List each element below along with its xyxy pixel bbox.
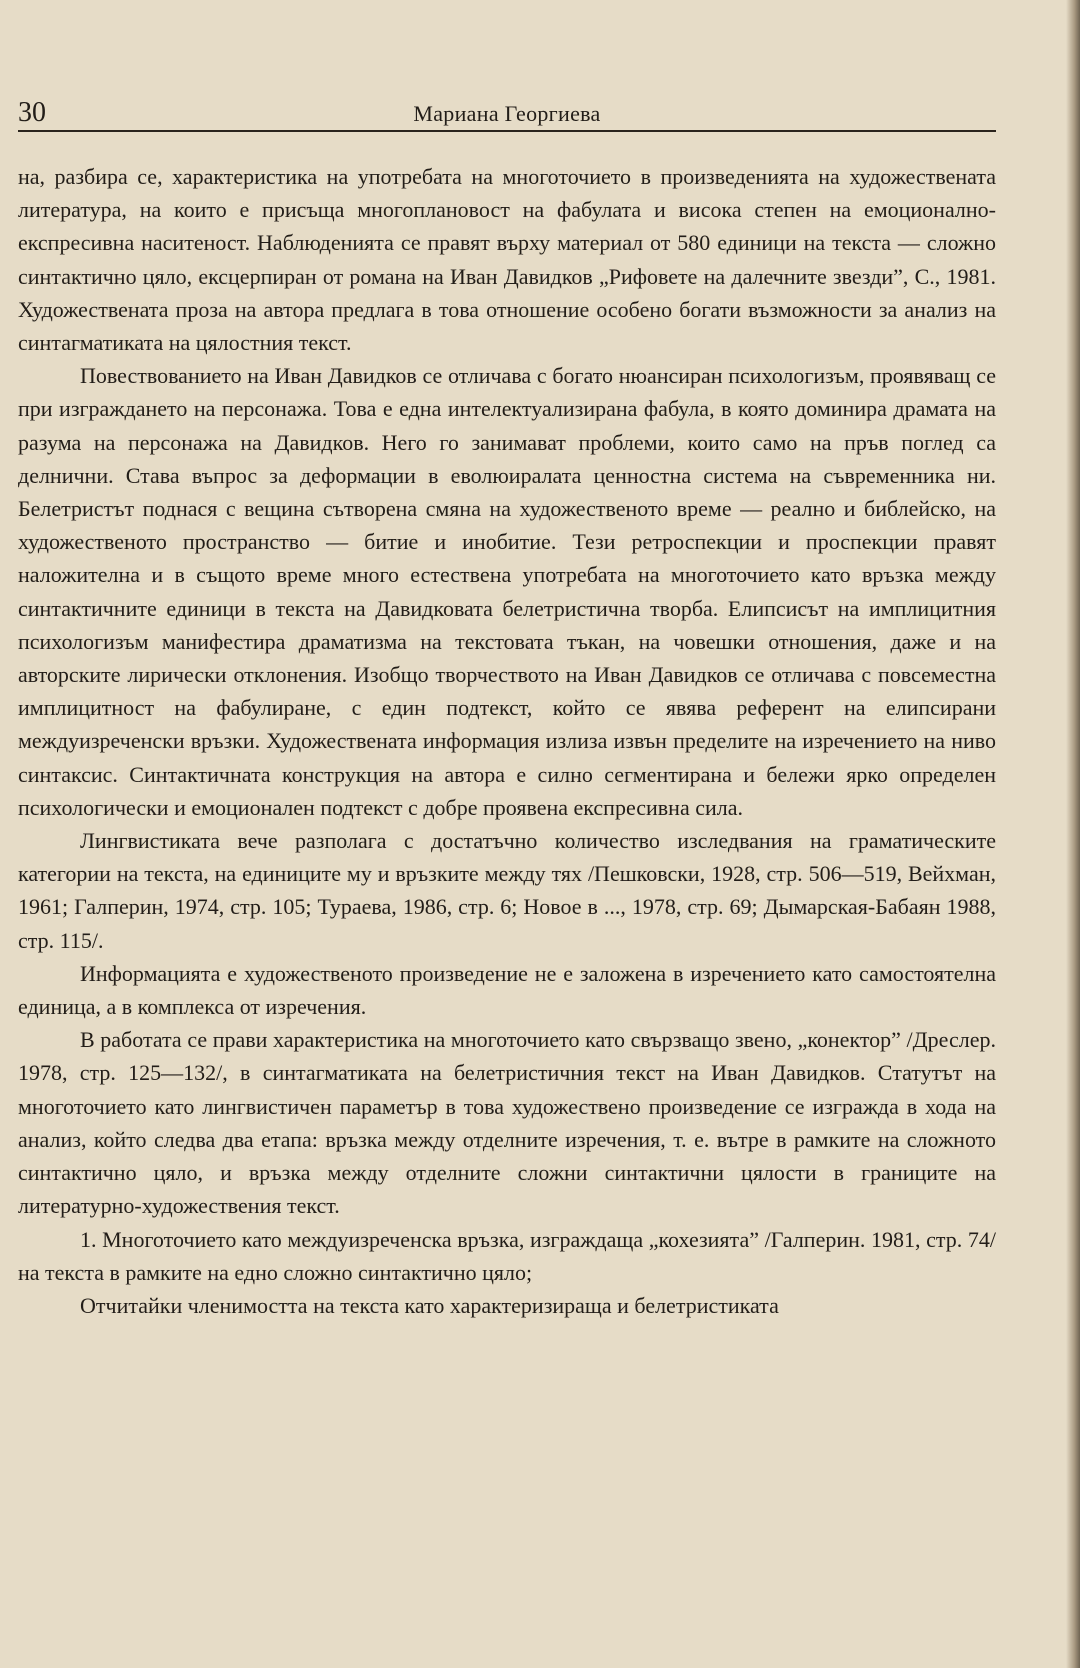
- page-number: 30: [18, 97, 46, 128]
- paragraph-5: В работата се прави характеристика на многоточието като свързващо звено, „конектор” /Дреслер. 1978, стр. 125—132/, в синтагматиката на белетристичния текст на Иван Давидков. Статутът на многоточието като лингвистичен параметър в това художествено произведение се изгражда в хода на анализ, който следва два етапа: връзка между отделните изречения, т. е. вътре в рамките на сложното синтактично цяло, и връзка между отделните сложни синтактични цялости в границите на литературно-художествения текст.: [18, 1027, 996, 1219]
- paragraph-4: Информацията е художественото произведение не е заложена в изречението като самостоятелна единица, а в комплекса от изречения.: [18, 960, 996, 1020]
- paragraph-2: Повествованието на Иван Давидков се отличава с богато нюансиран психологизъм, проявяващ се при изграждането на персонажа. Това е една интелектуализирана фабула, в която доминира драмата на разума на персонажа на Давидков. Него го занимават проблеми, които само на пръв поглед са делнични. Става въпрос за деформации в еволюиралата ценностна система на съвременника ни. Белетристът поднася с вещина сътворена смяна на художественото време — реално и библейско, на художественото пространство — битие и инобитие. Тези ретроспекции и проспекции правят наложителна и в същото време много естествена употребата на многоточието като връзка между синтактичните единици в текста на Давидковата белетристична творба. Елипсисът на имплицитния психологизъм манифестира драматизма на текстовата тъкан, на човешки отношения, даже и на авторските лирически отклонения. Изобщо творчеството на Иван Давидков се отличава с повсеместна имплицитност на фабулиране, с един подтекст, който се явява референт на елипсирани междуизреченски връзки. Художествената информация излиза извън пределите на изречението на ниво синтаксис. Синтактичната конструкция на автора е силно сегментирана и бележи ярко определен психологически и емоционален подтекст с добре проявена експресивна сила.: [18, 363, 996, 820]
- paragraph-1: на, разбира се, характеристика на употребата на многоточието в произведенията на художествената литература, на които е присъща многоплановост на фабулата и висока степен на емоционално-експресивна наситеност. Наблюденията се правят върху материал от 580 единици на текста — сложно синтактично цяло, ексцерпиран от романа на Иван Давидков „Рифовете на далечните звезди”, С., 1981. Художествената проза на автора предлага в това отношение особено богати възможности за анализ на синтагматиката на цялостния текст.: [18, 164, 996, 356]
- paragraph-7: Отчитайки членимостта на текста като характеризираща и белетристиката: [80, 1292, 779, 1318]
- paragraph-6: 1. Многоточието като междуизреченска връзка, изграждаща „кохезията” /Галперин. 1981, стр. 74/ на текста в рамките на едно сложно синтактично цяло;: [18, 1226, 996, 1285]
- body-text: [18, 160, 996, 1322]
- page-edge-shadow: [1066, 0, 1080, 1668]
- paragraph-3: Лингвистиката вече разполага с достатъчно количество изследвания на граматическите категории на текста, на единиците му и връзките между тях /Пешковски, 1928, стр. 506—519, Вейхман, 1961; Галперин, 1974, стр. 105; Тураева, 1986, стр. 6; Новое в ..., 1978, стр. 69; Дымарская-Бабаян 1988, стр. 115/.: [18, 828, 996, 953]
- page-header: [18, 96, 996, 132]
- running-head-author: Мариана Георгиева: [413, 101, 601, 126]
